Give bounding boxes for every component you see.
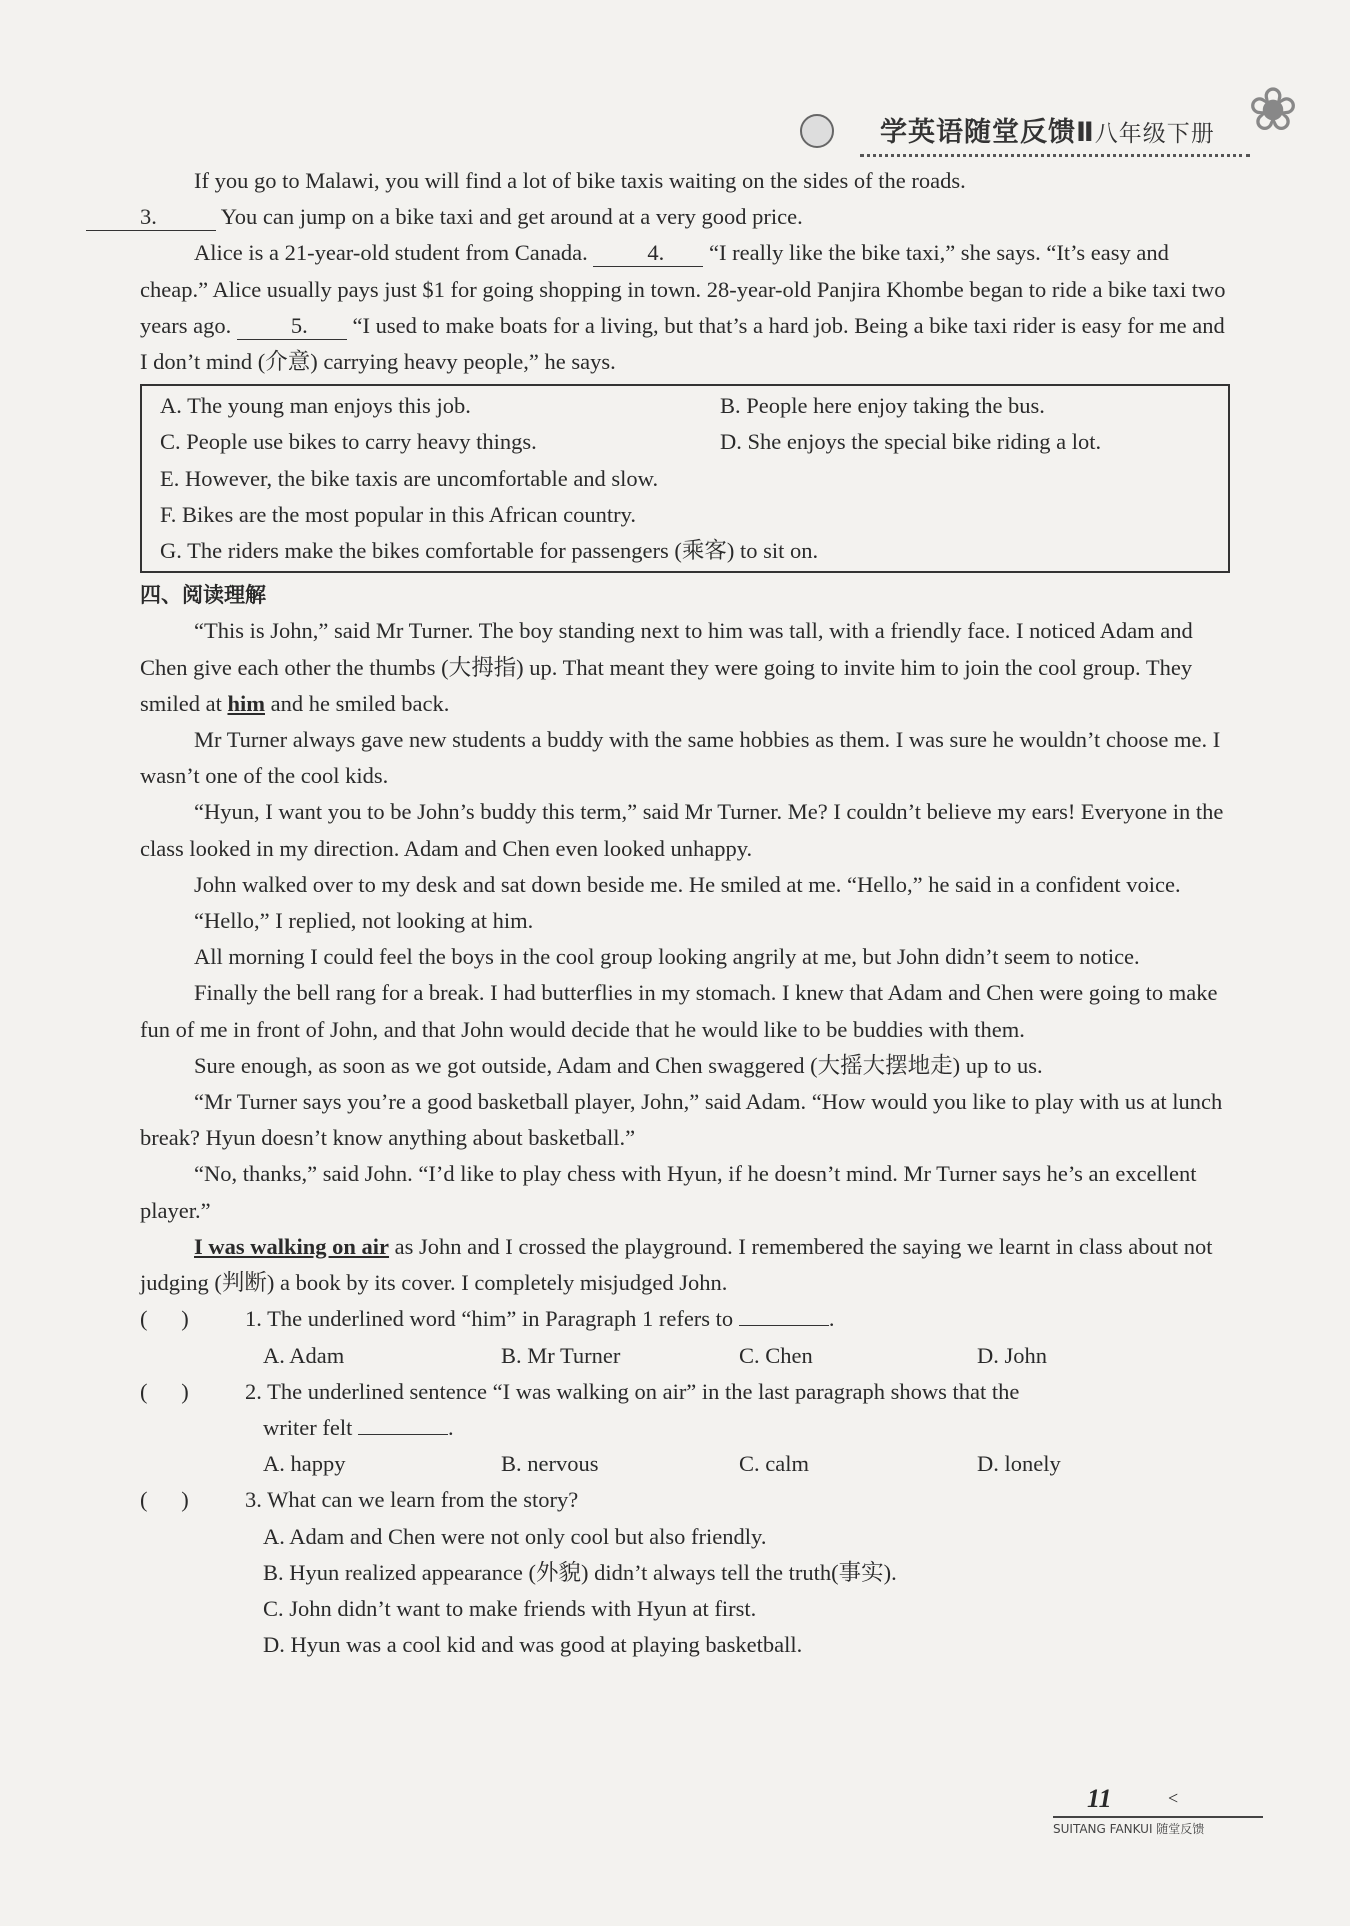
choice-b: B. nervous: [501, 1451, 599, 1477]
story-paragraph-4: John walked over to my desk and sat down beside me. He smiled at me. “Hello,” he said in a confident voice.: [194, 871, 1181, 897]
option-e: E. However, the bike taxis are uncomfortable and slow.: [160, 465, 659, 491]
footer-brand: SUITANG FANKUI 随堂反馈: [1053, 1816, 1263, 1837]
passage-text: “I really like the bike taxi,” she says. “It’s easy and cheap.” Alice usually pays just $1 for going shopping in town. 28-year-old Panjira Khombe began to ride a bike taxi two years ago.: [140, 240, 1226, 338]
option-a: A. The young man enjoys this job.: [160, 393, 471, 419]
choice-d: D. lonely: [977, 1451, 1061, 1477]
blank-number: 3.: [140, 204, 157, 230]
answer-bracket[interactable]: ( ): [140, 1378, 189, 1404]
story-text: and he smiled back.: [265, 690, 450, 716]
header-logo-icon: [800, 114, 834, 148]
choice-a: A. Adam and Chen were not only cool but also friendly.: [263, 1523, 767, 1549]
story-paragraph-6: All morning I could feel the boys in the cool group looking angrily at me, but John didn’t seem to notice.: [194, 944, 1140, 970]
option-f: F. Bikes are the most popular in this African country.: [160, 501, 637, 527]
story-text: “This is John,” said Mr Turner. The boy standing next to him was tall, with a friendly face. I noticed Adam and Chen give each other the thumbs (大拇指) up. That meant they were going to invite him to join the cool group. They smiled at: [140, 618, 1193, 716]
passage-text: “I used to make boats for a living, but that’s a hard job. Being a bike taxi rider is easy for me and I don’t mind (介意) carrying heavy people,” he says.: [140, 312, 1225, 375]
passage-paragraph-2: [140, 235, 1230, 380]
section-title: 四、阅读理解: [140, 583, 266, 608]
choice-c: C. Chen: [739, 1342, 813, 1368]
page-arrow-icon: <: [1168, 1788, 1179, 1808]
answer-blank-5[interactable]: [237, 313, 347, 340]
choice-a: A. Adam: [263, 1342, 345, 1368]
passage-text: You can jump on a bike taxi and get around at a very good price.: [216, 204, 803, 230]
options-row: [160, 388, 1210, 424]
underlined-word: him: [227, 690, 265, 716]
story-paragraph-11: [140, 1229, 1230, 1301]
answer-bracket[interactable]: ( ): [140, 1487, 189, 1513]
header-title: [880, 110, 1215, 149]
header-subtitle: 八年级下册: [1094, 121, 1215, 147]
question-tail: .: [447, 1414, 454, 1440]
header-divider: [860, 154, 1250, 157]
story-paragraph-1: [140, 613, 1230, 722]
passage-task-section: [140, 163, 1230, 1663]
story-paragraph-8: Sure enough, as soon as we got outside, Adam and Chen swaggered (大摇大摆地走) up to us.: [194, 1052, 1043, 1078]
choice-d: D. Hyun was a cool kid and was good at playing basketball.: [263, 1632, 803, 1658]
options-row: [160, 424, 1210, 460]
choice-c: C. John didn’t want to make friends with Hyun at first.: [263, 1595, 757, 1621]
option-c: C. People use bikes to carry heavy things.: [160, 429, 537, 455]
question-2-choices: [140, 1446, 1230, 1482]
choice-d: D. John: [977, 1342, 1048, 1368]
options-box: [140, 384, 1230, 573]
option-g: G. The riders make the bikes comfortable for passengers (乘客) to sit on.: [160, 538, 819, 564]
blank-number: 4.: [647, 240, 665, 266]
question-1-choices: [140, 1338, 1230, 1374]
story-paragraph-2: Mr Turner always gave new students a buddy with the same hobbies as them. I was sure he wouldn’t choose me. I wasn’t one of the cool kids.: [140, 727, 1221, 789]
page-number: 11: [1087, 1784, 1112, 1813]
story-paragraph-10: “No, thanks,” said John. “I’d like to play chess with Hyun, if he doesn’t mind. Mr Turner says he’s an excellent player.”: [140, 1161, 1197, 1223]
story-paragraph-9: “Mr Turner says you’re a good basketball player, John,” said Adam. “How would you like to play with us at lunch break? Hyun doesn’t know anything about basketball.”: [140, 1089, 1223, 1151]
underlined-sentence: I was walking on air: [194, 1233, 390, 1259]
passage-paragraph-1: [140, 163, 1230, 235]
story-paragraph-5: “Hello,” I replied, not looking at him.: [194, 908, 534, 934]
page-header: [800, 108, 1260, 158]
choice-c: C. calm: [739, 1451, 809, 1477]
option-d: D. She enjoys the special bike riding a lot.: [720, 429, 1102, 455]
question-tail: .: [828, 1306, 835, 1332]
story-paragraph-3: “Hyun, I want you to be John’s buddy this term,” said Mr Turner. Me? I couldn’t believe my ears! Everyone in the class looked in my direction. Adam and Chen even looked unhappy.: [140, 799, 1224, 861]
choice-b: B. Mr Turner: [501, 1342, 621, 1368]
question-1: [140, 1301, 1230, 1337]
question-stem: 3. What can we learn from the story?: [245, 1487, 579, 1513]
question-3-choices: [140, 1519, 1230, 1664]
option-b: B. People here enjoy taking the bus.: [720, 393, 1045, 419]
story-paragraph-7: Finally the bell rang for a break. I had butterflies in my stomach. I knew that Adam and Chen were going to make fun of me in front of John, and that John would decide that he would like to be buddies with them.: [140, 980, 1218, 1042]
answer-blank-4[interactable]: [593, 240, 703, 267]
question-3: [140, 1482, 1230, 1518]
answer-blank[interactable]: [358, 1434, 448, 1435]
answer-bracket[interactable]: ( ): [140, 1306, 189, 1332]
header-title-text: 学英语随堂反馈Ⅱ: [880, 117, 1095, 148]
choice-a: A. happy: [263, 1451, 346, 1477]
question-stem: 1. The underlined word “him” in Paragraph 1 refers to: [245, 1306, 739, 1332]
answer-blank-3[interactable]: [86, 204, 216, 231]
blank-number: 5.: [290, 312, 308, 338]
choice-b: B. Hyun realized appearance (外貌) didn’t always tell the truth(事实).: [263, 1559, 897, 1585]
passage-text: If you go to Malawi, you will find a lot of bike taxis waiting on the sides of the roads.: [194, 168, 966, 193]
question-2: [140, 1374, 1230, 1410]
flower-decoration-icon: ❀: [1247, 77, 1299, 143]
story-text: as John and I crossed the playground. I remembered the saying we learnt in class about not judging (判断) a book by its cover. I completely misjudged John.: [140, 1233, 1213, 1296]
question-2-stem-continued: [140, 1410, 1230, 1446]
answer-blank[interactable]: [739, 1325, 829, 1326]
question-stem: writer felt: [263, 1414, 358, 1440]
passage-text: Alice is a 21-year-old student from Canada.: [194, 240, 594, 266]
question-stem: 2. The underlined sentence “I was walking on air” in the last paragraph shows that the: [245, 1378, 1020, 1404]
